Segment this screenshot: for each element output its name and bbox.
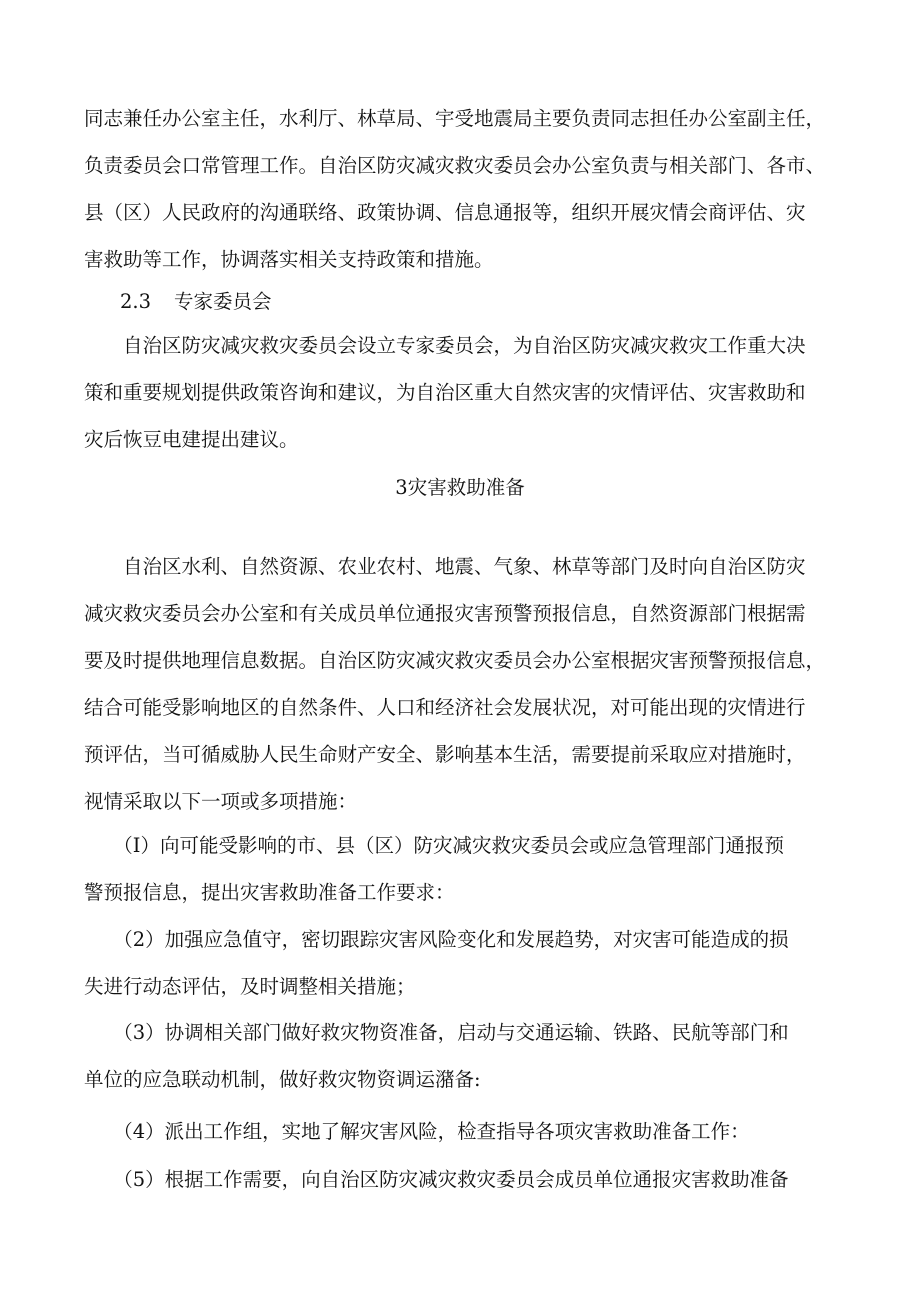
list-item (84, 1156, 836, 1203)
text-line: （2）加强应急值守，密切跟踪灾害风险变化和发展趋势，对灾害可能造成的损 (84, 928, 789, 951)
text-line: 视情采取以下一项或多项措施： (84, 790, 358, 813)
subsection-title: 专家委员会 (174, 290, 272, 313)
paragraph-office-duties (84, 95, 836, 283)
list-item (84, 1009, 836, 1103)
text-line: 要及时提供地理信息数据。自治区防灾减灾救灾委员会办公室根据灾害预警预报信息， (84, 649, 826, 672)
text-line: 策和重要规划提供政策咨询和建议，为自治区重大自然灾害的灾情评估、灾害救助和 (84, 381, 806, 404)
text-line: 结合可能受影响地区的自然条件、人口和经济社会发展状况，对可能出现的灾情进行 (84, 696, 806, 719)
section-title-3: 3灾害救助准备 (395, 476, 525, 499)
text-line: （4）派出工作组，实地了解灾害风险，检查指导各项灾害救助准备工作： (84, 1120, 750, 1143)
text-line: （5）根据工作需要，向自治区防灾减灾救灾委员会成员单位通报灾害救助准备 (84, 1168, 789, 1191)
list-item (84, 1108, 836, 1155)
paragraph-expert-committee (84, 322, 836, 463)
text-line: 县（区）人民政府的沟通联络、政策协调、信息通报等，组织开展灾情会商评估、灾 (84, 201, 806, 224)
text-line: 自治区水利、自然资源、农业农村、地震、气象、林草等部门及时向自治区防灾 (84, 555, 806, 578)
text-line: 同志兼任办公室主任，水利厅、林草局、宇受地震局主要负责同志担任办公室副主任， (84, 107, 826, 130)
list-item (84, 916, 836, 1010)
subsection-heading-2-3 (120, 282, 272, 322)
text-line: 预评估，当可循威胁人民生命财产安全、影响基本生活，需要提前采取应对措施时， (84, 743, 806, 766)
text-line: 灾后恢豆电建提出建议。 (84, 428, 299, 451)
text-line: （3）协调相关部门做好救灾物资准备，启动与交通运输、铁路、民航等部门和 (84, 1021, 789, 1044)
text-line: （I）向可能受影响的市、县（区）防灾减灾救灾委员会或应急管理部门通报预 (84, 834, 784, 857)
text-line: 害救助等工作，协调落实相关支持政策和措施。 (84, 248, 494, 271)
subsection-number: 2.3 (120, 290, 152, 313)
text-line: 单位的应急联动机制，做好救灾物资调运潴备: (84, 1068, 481, 1091)
text-line: 警预报信息，提出灾害救助准备工作要求： (84, 881, 455, 904)
list-item (84, 822, 836, 916)
text-line: 自治区防灾减灾救灾委员会设立专家委员会，为自治区防灾减灾救灾工作重大决 (84, 334, 806, 357)
text-line: 失进行动态评估，及时调整相关措施； (84, 975, 416, 998)
text-line: 减灾救灾委员会办公室和有关成员单位通报灾害预警预报信息，自然资源部门根据需 (84, 602, 806, 625)
text-line: 负责委员会口常管理工作。自治区防灾减灾救灾委员会办公室负责与相关部门、各市、 (84, 154, 826, 177)
paragraph-warning-info (84, 543, 836, 825)
